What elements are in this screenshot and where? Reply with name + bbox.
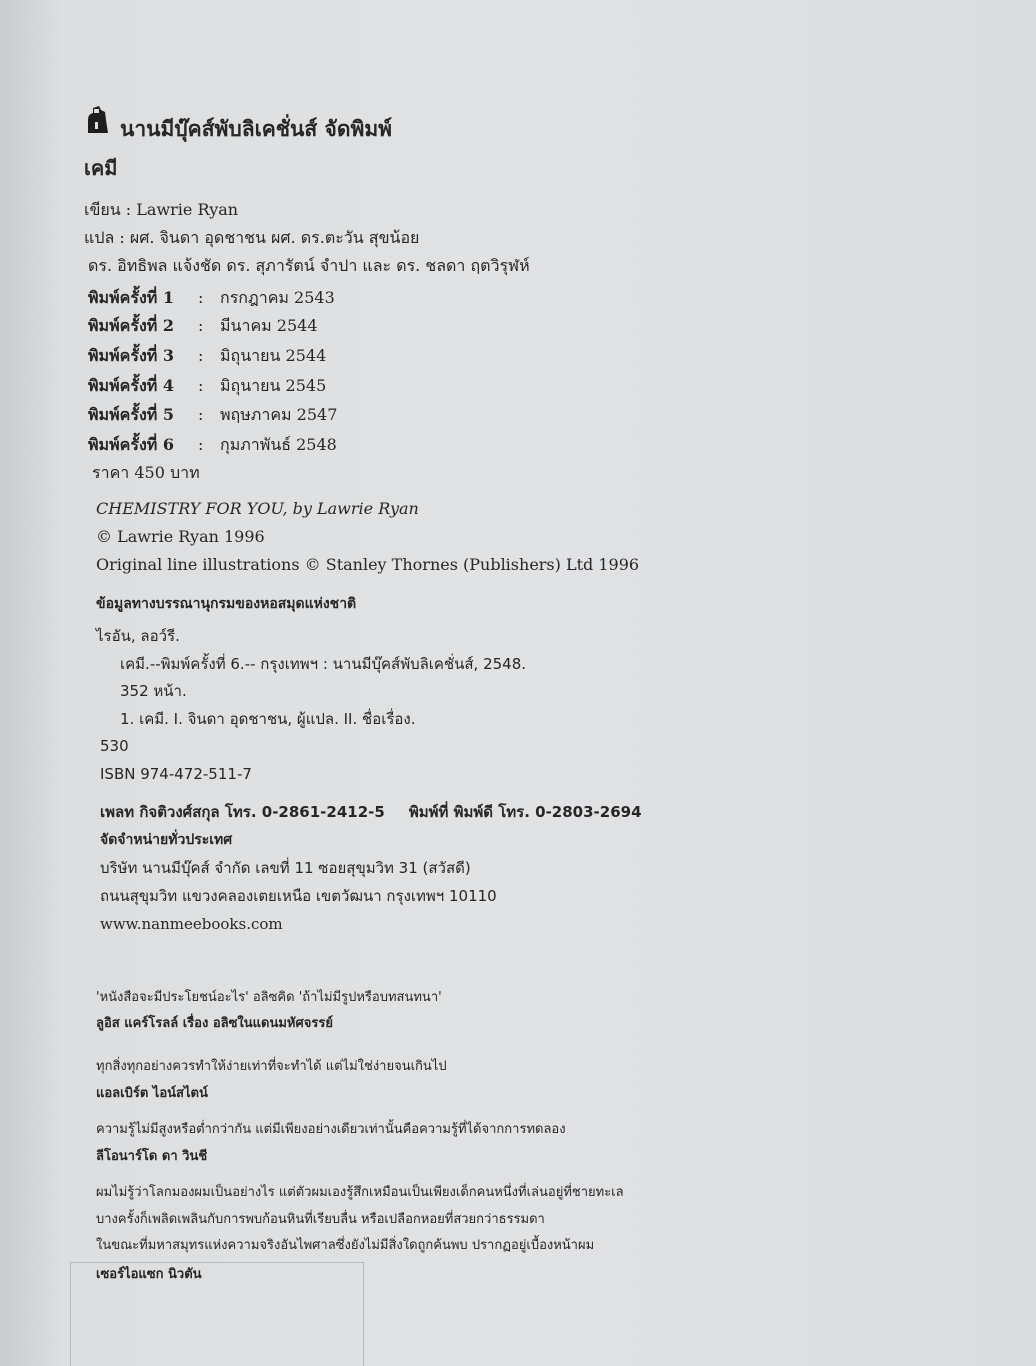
author-line: เขียน : Lawrie Ryan: [84, 200, 239, 219]
price: ราคา 450 บาท: [92, 463, 200, 482]
book-title: เคมี: [84, 156, 118, 180]
catalog-line: เคมี.--พิมพ์ครั้งที่ 6.-- กรุงเทพฯ : นานมีบุ๊คส์พับลิเคชั่นส์, 2548.: [120, 655, 527, 673]
quote-text: บางครั้งก็เพลิดเพลินกับการพบก้อนหินที่เรียบลื่น หรือเปลือกหอยที่สวยกว่าธรรมดา: [96, 1212, 545, 1227]
original-title-line: CHEMISTRY FOR YOU, by Lawrie Ryan: [96, 499, 419, 518]
address-line: ถนนสุขุมวิท แขวงคลองเตยเหนือ เขตวัฒนา กรุงเทพฯ 10110: [100, 887, 497, 905]
translator-line-2: ดร. อิทธิพล แจ้งชัด ดร. สุภารัตน์ จำปา และ ดร. ชลดา ฤตวิรุฬห์: [88, 256, 530, 275]
sticker-outline: [70, 1262, 364, 1366]
distribution-heading: จัดจำหน่ายทั่วประเทศ: [100, 832, 233, 848]
quote-author: ลีโอนาร์โด ดา วินชี: [96, 1149, 208, 1164]
quote-author: เซอร์ไอแซก นิวตัน: [96, 1267, 202, 1282]
catalog-line: 1. เคมี. I. จินดา อุดชาชน, ผู้แปล. II. ชื่อเรื่อง.: [120, 710, 416, 728]
edition-row: พิมพ์ครั้งที่ 4 : มิถุนายน 2545: [88, 376, 327, 395]
catalog-heading: ข้อมูลทางบรรณานุกรมของหอสมุดแห่งชาติ: [96, 596, 357, 612]
edition-row: พิมพ์ครั้งที่ 3 : มิถุนายน 2544: [88, 346, 327, 365]
edition-row: พิมพ์ครั้งที่ 1 : กรกฎาคม 2543: [88, 288, 335, 307]
catalog-line: 530: [100, 737, 129, 755]
quote-author: ลูอิส แคร์โรลล์ เรื่อง อลิซในแดนมหัศจรรย์: [96, 1016, 333, 1031]
edition-row: พิมพ์ครั้งที่ 6 : กุมภาพันธ์ 2548: [88, 435, 337, 454]
isbn: ISBN 974-472-511-7: [100, 765, 252, 783]
catalog-line: ไรอัน, ลอว์รี.: [96, 627, 180, 645]
plate-line: เพลท กิจติวงศ์สกุล โทร. 0-2861-2412-5 พิมพ์ที่ พิมพ์ดี โทร. 0-2803-2694: [100, 803, 642, 821]
quote-text: 'หนังสือจะมีประโยชน์อะไร' อลิซคิด 'ถ้าไม่มีรูปหรือบทสนทนา': [96, 990, 442, 1005]
quote-text: ทุกสิ่งทุกอย่างควรทำให้ง่ายเท่าที่จะทำได้ แต่ไม่ใช่ง่ายจนเกินไป: [96, 1059, 447, 1074]
quote-text: ผมไม่รู้ว่าโลกมองผมเป็นอย่างไร แต่ตัวผมเองรู้สึกเหมือนเป็นเพียงเด็กคนหนึ่งที่เล่นอยู่ที่ชายทะเล: [96, 1185, 624, 1200]
publisher-heading: นานมีบุ๊คส์พับลิเคชั่นส์ จัดพิมพ์: [120, 116, 393, 141]
website-link[interactable]: www.nanmeebooks.com: [100, 915, 283, 933]
edition-row: พิมพ์ครั้งที่ 5 : พฤษภาคม 2547: [88, 405, 338, 424]
publisher-logo-icon: [84, 104, 110, 134]
translator-line: แปล : ผศ. จินดา อุดชาชน ผศ. ดร.ตะวัน สุขน้อย: [84, 228, 420, 247]
quote-text: ในขณะที่มหาสมุทรแห่งความจริงอันไพศาลซึ่งยังไม่มีสิ่งใดถูกค้นพบ ปรากฏอยู่เบื้องหน้าผม: [96, 1238, 595, 1253]
address-line: บริษัท นานมีบุ๊คส์ จำกัด เลขที่ 11 ซอยสุขุมวิท 31 (สวัสดี): [100, 859, 471, 877]
illustrations-line: Original line illustrations © Stanley Thornes (Publishers) Ltd 1996: [96, 555, 640, 574]
copyright-line: © Lawrie Ryan 1996: [96, 527, 265, 546]
quote-author: แอลเบิร์ต ไอน์สไตน์: [96, 1086, 208, 1101]
catalog-line: 352 หน้า.: [120, 682, 187, 700]
edition-row: พิมพ์ครั้งที่ 2 : มีนาคม 2544: [88, 316, 318, 335]
quote-text: ความรู้ไม่มีสูงหรือต่ำกว่ากัน แต่มีเพียงอย่างเดียวเท่านั้นคือความรู้ที่ได้จากการทดลอง: [96, 1122, 566, 1137]
